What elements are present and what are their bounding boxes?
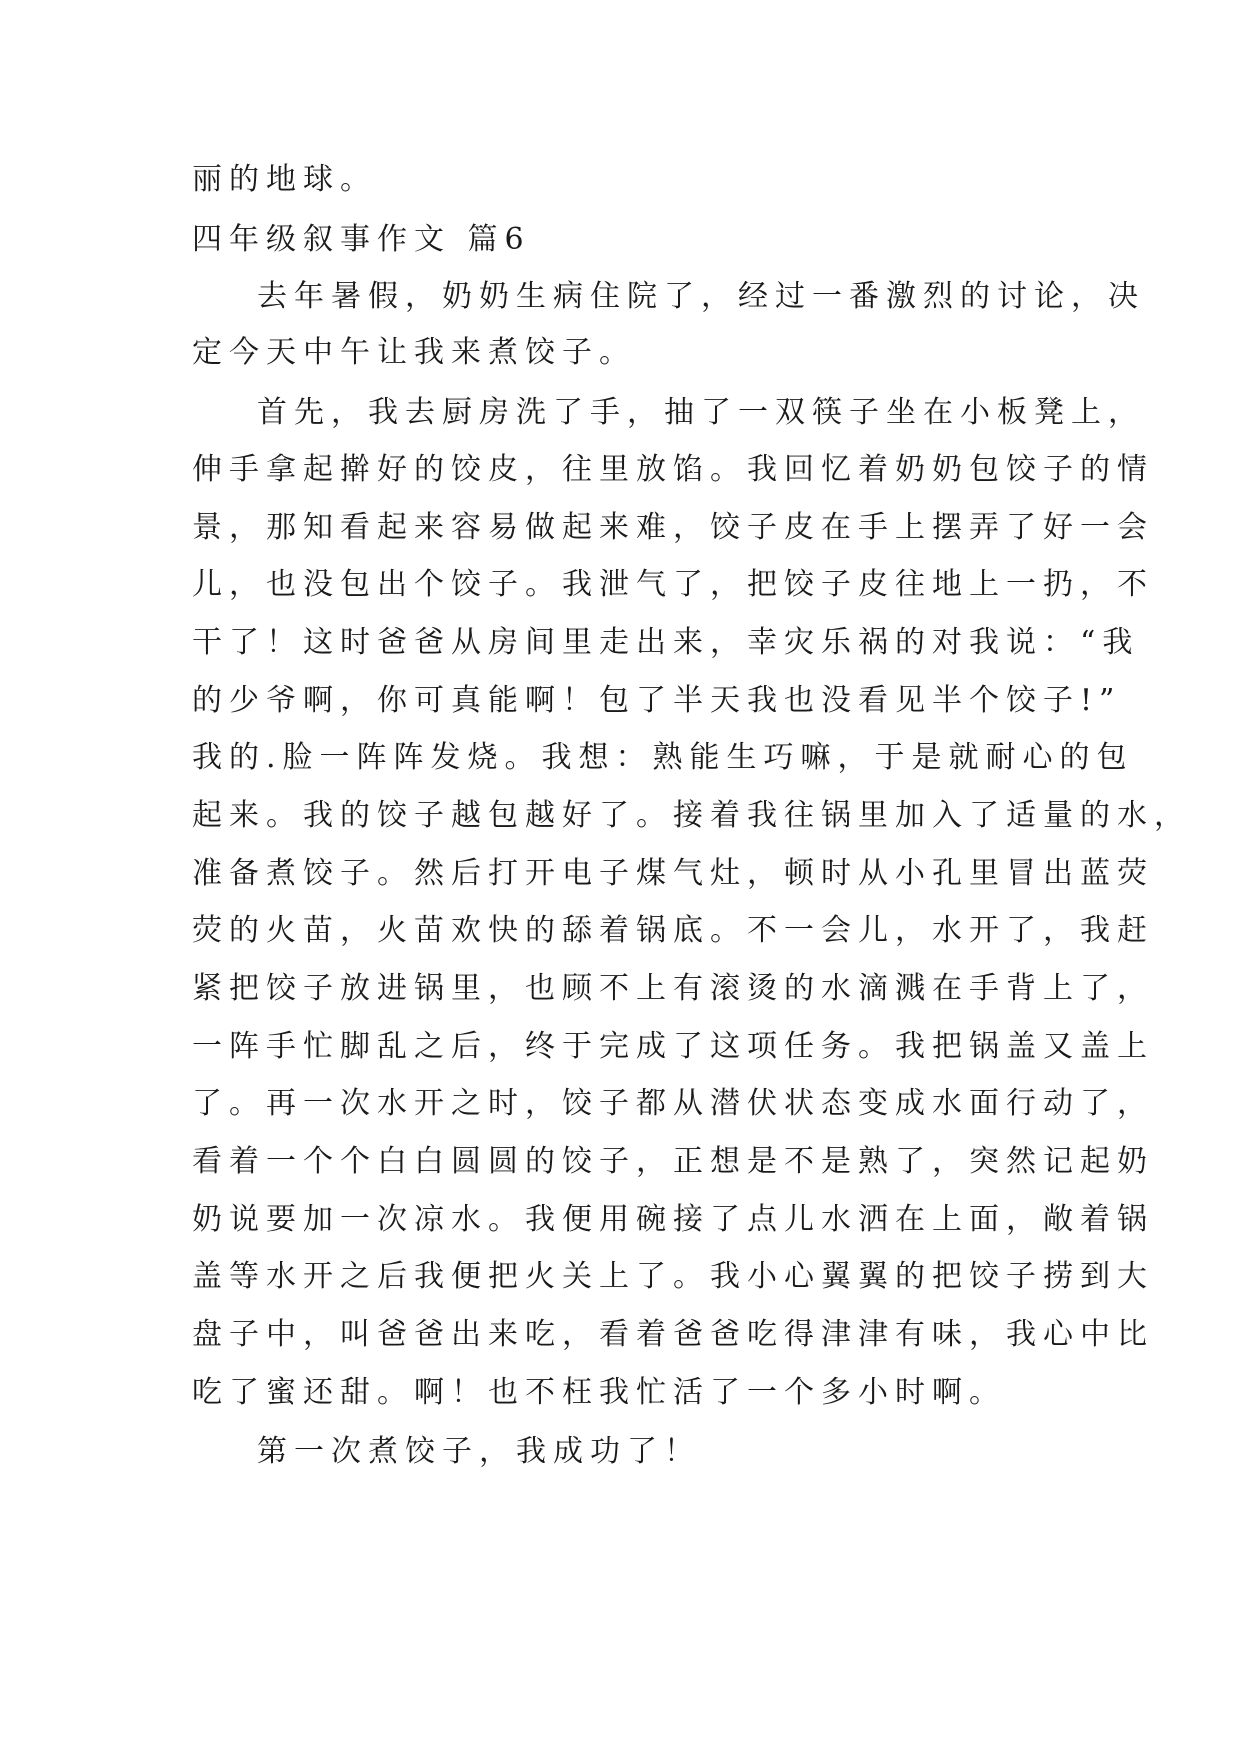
text-line: 伸手拿起擀好的饺皮，往里放馅。我回忆着奶奶包饺子的情 [192, 452, 1154, 487]
text-line: 看着一个个白白圆圆的饺子，正想是不是熟了，突然记起奶 [192, 1144, 1154, 1179]
text-line: 的少爷啊，你可真能啊！包了半天我也没看见半个饺子!” [192, 683, 1122, 718]
text-line: 定今天中午让我来煮饺子。 [192, 335, 636, 370]
text-line: 我的.脸一阵阵发烧。我想：熟能生巧嘛，于是就耐心的包 [192, 740, 1134, 775]
text-line: 首先，我去厨房洗了手，抽了一双筷子坐在小板凳上， [257, 395, 1145, 430]
text-line: 奶说要加一次凉水。我便用碗接了点儿水洒在上面，敞着锅 [192, 1202, 1154, 1237]
text-line: 去年暑假，奶奶生病住院了，经过一番激烈的讨论，决 [257, 279, 1145, 314]
text-line: 了。再一次水开之时，饺子都从潜伏状态变成水面行动了， [192, 1086, 1154, 1121]
text-line: 干了！这时爸爸从房间里走出来，幸灾乐祸的对我说：“我 [192, 625, 1140, 660]
text-line: 景，那知看起来容易做起来难，饺子皮在手上摆弄了好一会 [192, 510, 1154, 545]
text-line: 盖等水开之后我便把火关上了。我小心翼翼的把饺子捞到大 [192, 1259, 1154, 1294]
text-line: 盘子中，叫爸爸出来吃，看着爸爸吃得津津有味，我心中比 [192, 1317, 1154, 1352]
text-line: 荧的火苗，火苗欢快的舔着锅底。不一会儿，水开了，我赶 [192, 913, 1154, 948]
text-line: 紧把饺子放进锅里，也顾不上有滚烫的水滴溅在手背上了， [192, 971, 1154, 1006]
text-line: 第一次煮饺子，我成功了！ [257, 1434, 701, 1469]
text-line: 起来。我的饺子越包越好了。接着我往锅里加入了适量的水， [192, 798, 1191, 833]
text-line: 吃了蜜还甜。啊！也不枉我忙活了一个多小时啊。 [192, 1375, 1006, 1410]
section-heading: 四年级叙事作文 篇6 [192, 222, 531, 257]
text-line: 丽的地球。 [192, 162, 377, 197]
text-line: 一阵手忙脚乱之后，终于完成了这项任务。我把锅盖又盖上 [192, 1029, 1154, 1064]
text-line: 准备煮饺子。然后打开电子煤气灶，顿时从小孔里冒出蓝荧 [192, 856, 1154, 891]
text-line: 儿，也没包出个饺子。我泄气了，把饺子皮往地上一扔，不 [192, 567, 1154, 602]
